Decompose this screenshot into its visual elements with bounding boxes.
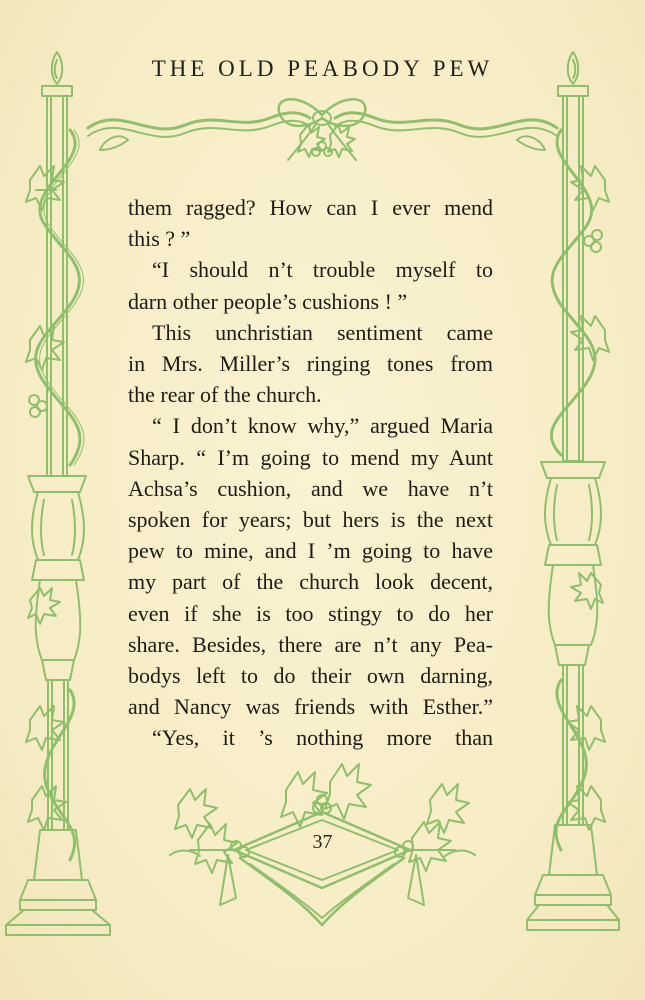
text-line: share. Besides, there are n’t any Pea-	[128, 631, 493, 657]
text-line: Sharp. “ I’m going to mend my Aunt	[128, 444, 493, 470]
right-candlestick-ornament	[527, 52, 619, 930]
text-line: pew to mine, and I ’m going to have	[128, 538, 493, 564]
text-line: spoken for years; but hers is the next	[128, 507, 493, 533]
left-candlestick-ornament	[6, 52, 110, 935]
body-text	[128, 192, 493, 754]
text-line: my part of the church look decent,	[128, 569, 493, 595]
text-line: “I should n’t trouble myself to	[152, 257, 493, 283]
top-ribbon-ornament	[88, 99, 557, 160]
text-line: them ragged? How can I ever mend	[128, 195, 493, 220]
text-line: This unchristian sentiment came	[152, 319, 493, 345]
text-line: even if she is too stingy to do her	[128, 600, 493, 626]
text-line: bodys left to do their own darning,	[128, 663, 493, 689]
running-title: THE OLD PEABODY PEW	[151, 56, 494, 81]
text-line: the rear of the church.	[128, 382, 322, 408]
text-line: darn other people’s cushions ! ”	[128, 288, 408, 314]
text-line: Achsa’s cushion, and we have n’t	[128, 475, 493, 501]
page-number: 37	[312, 831, 333, 853]
text-line: in Mrs. Miller’s ringing tones from	[128, 351, 493, 377]
text-line: this ? ”	[128, 226, 191, 252]
text-line: “Yes, it ’s nothing more than	[152, 725, 493, 751]
text-line: and Nancy was friends with Esther.”	[128, 694, 493, 720]
text-line: “ I don’t know why,” argued Maria	[152, 413, 493, 439]
